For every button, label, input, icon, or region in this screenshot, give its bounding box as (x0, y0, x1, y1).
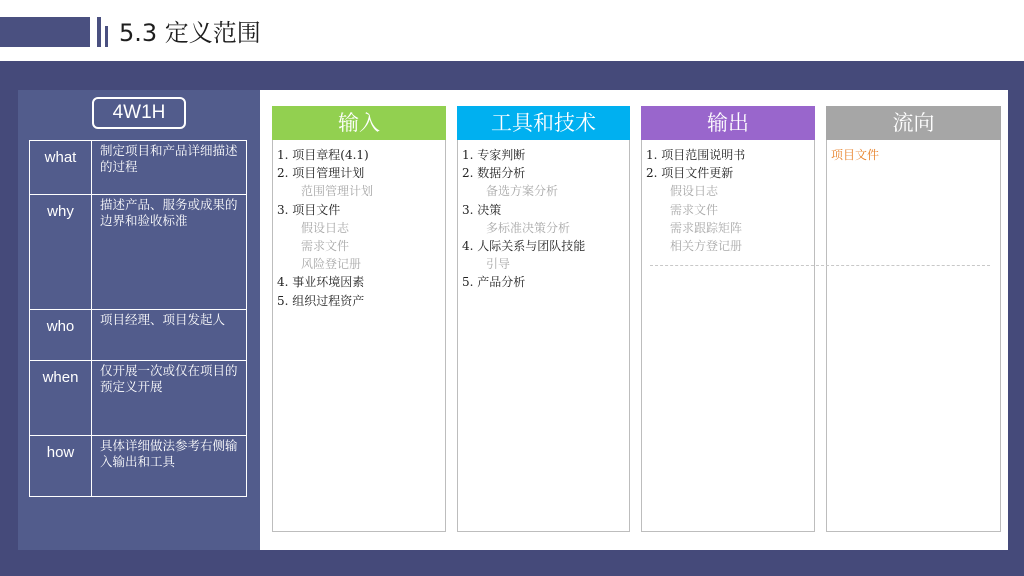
list-subitem: 备选方案分析 (486, 184, 559, 199)
input-column (272, 106, 446, 532)
tools-header: 工具和技术 (457, 106, 630, 140)
list-item: 2. 数据分析 (462, 166, 526, 181)
title-marker-thin (105, 26, 108, 47)
row-value: 描述产品、服务或成果的边界和验收标准 (92, 195, 247, 310)
list-item: 1. 项目章程(4.1) (277, 148, 369, 162)
title-accent-bar (0, 17, 90, 47)
list-item: 5. 产品分析 (462, 275, 526, 290)
row-key: why (30, 195, 92, 310)
flow-list (827, 140, 1000, 164)
list-item: 4. 事业环境因素 (277, 275, 365, 290)
row-value: 具体详细做法参考右侧输入输出和工具 (92, 436, 247, 497)
table-row (30, 361, 247, 436)
list-item: 3. 决策 (462, 202, 502, 217)
table-row (30, 141, 247, 195)
list-item: 4. 人际关系与团队技能 (462, 239, 586, 254)
list-subitem: 假设日志 (670, 184, 719, 199)
4w1h-badge: 4W1H (92, 97, 186, 129)
list-subitem: 需求文件 (670, 202, 719, 217)
list-subitem: 风险登记册 (301, 257, 362, 272)
output-column (641, 106, 815, 532)
tools-column (457, 106, 630, 532)
list-item: 5. 组织过程资产 (277, 293, 365, 308)
4w1h-table (29, 140, 247, 497)
title-marker (97, 17, 101, 47)
flow-item: 项目文件 (831, 148, 880, 162)
row-key: who (30, 310, 92, 361)
row-value: 项目经理、项目发起人 (92, 310, 247, 361)
flow-column (826, 106, 1001, 532)
list-subitem: 引导 (486, 257, 511, 272)
list-item: 2. 项目管理计划 (277, 166, 365, 181)
dashed-divider (650, 265, 990, 266)
list-subitem: 需求文件 (301, 239, 350, 254)
row-key: what (30, 141, 92, 195)
input-list (273, 140, 445, 310)
list-subitem: 需求跟踪矩阵 (670, 220, 743, 235)
list-subitem: 假设日志 (301, 220, 350, 235)
list-subitem: 相关方登记册 (670, 239, 743, 254)
row-key: how (30, 436, 92, 497)
output-list (642, 140, 814, 255)
input-header: 输入 (272, 106, 446, 140)
list-subitem: 范围管理计划 (301, 184, 374, 199)
list-item: 1. 专家判断 (462, 148, 526, 162)
table-row (30, 195, 247, 310)
output-header: 输出 (641, 106, 815, 140)
row-value: 制定项目和产品详细描述的过程 (92, 141, 247, 195)
list-subitem: 多标准决策分析 (486, 220, 571, 235)
list-item: 2. 项目文件更新 (646, 166, 734, 181)
page-title: 5.3 定义范围 (119, 19, 261, 47)
tools-list (458, 140, 629, 292)
flow-header: 流向 (826, 106, 1001, 140)
table-row (30, 310, 247, 361)
row-value: 仅开展一次或仅在项目的预定义开展 (92, 361, 247, 436)
list-item: 3. 项目文件 (277, 202, 341, 217)
row-key: when (30, 361, 92, 436)
table-row (30, 436, 247, 497)
list-item: 1. 项目范围说明书 (646, 148, 746, 162)
